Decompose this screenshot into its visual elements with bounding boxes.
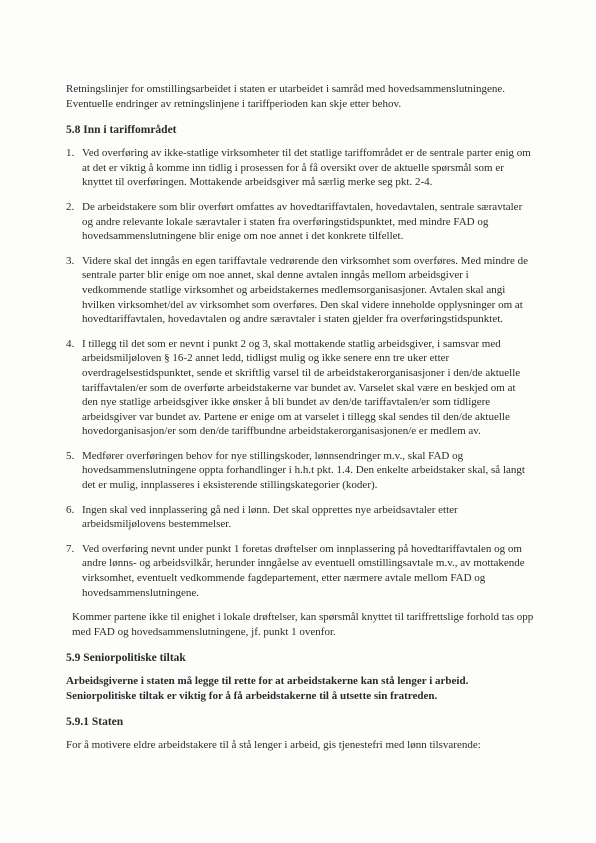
list-item-number: 7.: [66, 542, 75, 555]
list-item-number: 6.: [66, 503, 75, 516]
section-5-9-1-paragraph: For å motivere eldre arbeidstakere til å stå lenger i arbeid, gis tjenestefri med lønn tilsvarende:: [66, 738, 481, 751]
list-item: [66, 337, 534, 439]
list-item-text: Ved overføring nevnt under punkt 1 foretas drøftelser om innplassering på hovedtariffavtalen og om andre lønns- og arbeidsvilkår, herunder inngåelse av eventuell omstillingsavtale m.v., av mottakende virksomhet, eventuelt vedkommende fagdepartement, etter nærmere avtale mellom FAD og hovedsammenslutningene.: [82, 542, 525, 599]
list-item: [66, 503, 534, 532]
list-item-number: 5.: [66, 449, 75, 462]
list-item: [66, 254, 534, 327]
list-item: [66, 200, 534, 244]
section-5-8-closing-paragraph: Kommer partene ikke til enighet i lokale drøftelser, kan spørsmål knyttet til tariffrettslige forhold tas opp med FAD og hovedsammenslutningene, jf. punkt 1 ovenfor.: [72, 611, 534, 638]
list-item-text: Videre skal det inngås en egen tariffavtale vedrørende den virksomhet som overføres. Med mindre de sentrale parter blir enige om noe annet, skal denne avtalen inngås mellom arbeidsgiver i vedkommende statlige virksomhet og arbeidstakernes medlemsorganisasjoner. Avtalen skal angi hvilken virksomhet/del av virksomhet som overføres. Den skal videre inneholde opplysninger om at hovedtariffavtalen, hovedavtalen og andre særavtaler i staten gjelder fra overføringstidspunktet.: [82, 254, 529, 326]
section-5-9-bold-paragraph: Arbeidsgiverne i staten må legge til rette for at arbeidstakerne kan stå lenger i arbeid. Seniorpolitiske tiltak er viktig for å få arbeidstakerne til å utsette sin fratreden.: [66, 675, 469, 702]
list-item-number: 1.: [66, 147, 75, 160]
list-item-text: Ved overføring av ikke-statlige virksomheter til det statlige tariffområdet er de sentrale parter enig om at det er viktig å komme inn tidlig i prosessen for å få oversikt over de aktuelle spørsmål som er knyttet til overføringen. Mottakende arbeidsgiver må særlig merke seg pkt. 2-4.: [82, 147, 531, 189]
list-item-number: 4.: [66, 337, 75, 350]
list-item: [66, 449, 534, 493]
list-item-text: Ingen skal ved innplassering gå ned i lønn. Det skal opprettes nye arbeidsavtaler etter arbeidsmiljølovens bestemmelser.: [82, 503, 458, 531]
section-5-9-heading: 5.9 Seniorpolitiske tiltak: [66, 652, 186, 665]
list-item-text: I tillegg til det som er nevnt i punkt 2 og 3, skal mottakende statlig arbeidsgiver, i samsvar med arbeidsmiljøloven § 16-2 annet ledd, tidligst mulig og ikke senere enn tre uker etter overdragelsestidspunktet, sende et skriftlig varsel til de arbeidstakerorganisasjoner i den/de aktuelle tariffavtalen/er som de overførte arbeidstakerne var bundet av. Varselet skal være en beskjed om at den nye statlige arbeidsgiver ikke ønsker å bli bundet av den/de tariffavtalen/er som tidligere arbeidsgiver var bundet av. Partene er enige om at varselet i tillegg skal sendes til den/de aktuelle hovedorganisasjon/er som den/de tariffbundne arbeidstakerorganisasjonen/e er medlem av.: [82, 337, 521, 438]
intro-paragraph: Retningslinjer for omstillingsarbeidet i staten er utarbeidet i samråd med hovedsammenslutningene. Eventuelle endringer av retningslinjene i tariffperioden kan skje etter behov.: [66, 83, 505, 110]
list-item-text: Medfører overføringen behov for nye stillingskoder, lønnsendringer m.v., skal FAD og hovedsammenslutningene oppta forhandlinger i h.h.t pkt. 1.4. Den enkelte arbeidstaker skal, så langt det er mulig, innplasseres i eksisterende stillingskategorier (koder).: [82, 449, 525, 492]
list-item-number: 2.: [66, 200, 75, 213]
section-5-8-heading: 5.8 Inn i tariffområdet: [66, 124, 177, 137]
list-item-number: 3.: [66, 254, 75, 267]
section-5-8-list: [66, 146, 534, 600]
section-5-9-1-heading: 5.9.1 Staten: [66, 715, 124, 728]
list-item: [66, 542, 534, 600]
list-item-text: De arbeidstakere som blir overført omfattes av hovedtariffavtalen, hovedavtalen, sentrale særavtaler og andre relevante lokale særavtaler i staten fra overføringstidspunktet, med mindre FAD og hovedsammenslutningene blir enige om noe annet i det konkrete tilfellet.: [82, 200, 523, 243]
list-item: [66, 146, 534, 190]
